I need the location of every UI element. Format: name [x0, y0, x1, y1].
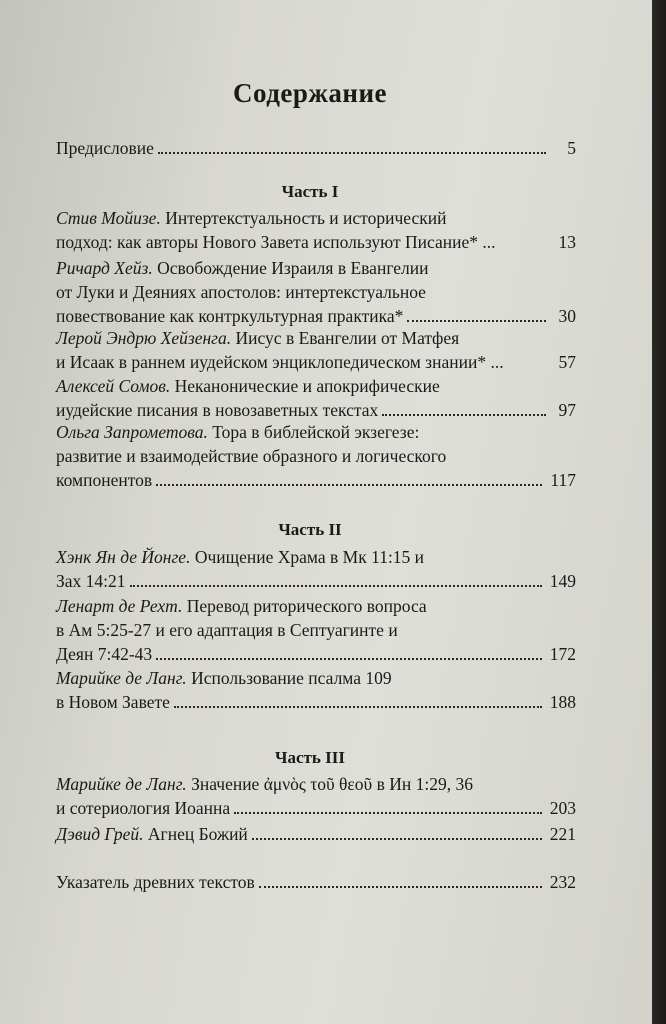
- toc-entry-index: [56, 870, 576, 894]
- entry-title-line: в Новом Завете: [56, 692, 170, 712]
- entry-title-line: подход: как авторы Нового Завета используют Писание* ...: [56, 232, 496, 252]
- toc-entry: [56, 772, 576, 820]
- toc-entry: [56, 256, 576, 328]
- page-number: 117: [550, 470, 576, 490]
- leader-dots: [259, 886, 542, 888]
- entry-author: Ольга Запрометова.: [56, 422, 208, 442]
- entry-text: Предисловие: [56, 138, 154, 158]
- leader-dots: [156, 658, 542, 660]
- toc-entry: [56, 374, 576, 422]
- entry-title-line: Освобождение Израиля в Евангелии: [157, 258, 429, 278]
- entry-title-line: Использование псалма 109: [191, 668, 392, 688]
- toc-entry-preface: [56, 136, 576, 160]
- leader-dots: [252, 838, 542, 840]
- entry-author: Алексей Сомов.: [56, 376, 171, 396]
- entry-author: Лерой Эндрю Хейзенга.: [56, 328, 232, 348]
- page-number: 149: [549, 571, 576, 591]
- entry-title-line: Агнец Божий: [147, 824, 248, 844]
- leader-dots: [234, 812, 542, 814]
- entry-title-line: Значение ἀμνὸς τοῦ θεοῦ в Ин 1:29, 36: [191, 774, 473, 794]
- entry-author: Марийке де Ланг.: [56, 668, 187, 688]
- toc-entry: [56, 326, 576, 374]
- entry-title-line: Зах 14:21: [56, 571, 126, 591]
- leader-dots: [156, 484, 542, 486]
- toc-entry: [56, 206, 576, 254]
- entry-title-line: от Луки и Деяниях апостолов: интертекстуальное: [56, 282, 426, 302]
- entry-title-line: Деян 7:42-43: [56, 644, 153, 664]
- entry-author: Стив Мойизе.: [56, 208, 161, 228]
- entry-title-line: и Исаак в раннем иудейском энциклопедическом знании* ...: [56, 352, 504, 372]
- entry-author: Хэнк Ян де Йонге.: [56, 547, 191, 567]
- toc-entry: [56, 594, 576, 666]
- page-number: 13: [558, 232, 576, 252]
- leader-dots: [158, 152, 546, 154]
- leader-dots: [174, 706, 542, 708]
- entry-title-line: иудейские писания в новозаветных текстах: [56, 400, 379, 420]
- entry-author: Дэвид Грей.: [56, 824, 144, 844]
- page-title: Содержание: [232, 78, 388, 108]
- entry-title-line: Перевод риторического вопроса: [186, 596, 427, 616]
- leader-dots: [407, 320, 546, 322]
- page-number: 5: [567, 138, 576, 158]
- entry-title-line: развитие и взаимодействие образного и логического: [56, 446, 447, 466]
- entry-author: Марийке де Ланг.: [56, 774, 187, 794]
- page-number: 57: [558, 352, 576, 372]
- page-number: 203: [549, 798, 576, 818]
- entry-title-line: в Ам 5:25-27 и его адаптация в Септуагинте и: [56, 620, 398, 640]
- book-spine-edge: [652, 0, 666, 1024]
- page-number: 97: [558, 400, 576, 420]
- toc-entry: [56, 545, 576, 593]
- leader-dots: [382, 414, 546, 416]
- part-heading-2: Часть II: [278, 520, 342, 539]
- page-number: 172: [549, 644, 576, 664]
- leader-dots: [130, 585, 542, 587]
- entry-title-line: Иисус в Евангелии от Матфея: [235, 328, 460, 348]
- part-heading-3: Часть III: [275, 748, 345, 767]
- page-number: 188: [549, 692, 576, 712]
- entry-title-line: компонентов: [56, 470, 153, 490]
- entry-title-line: Тора в библейской экзегезе:: [212, 422, 420, 442]
- entry-author: Ленарт де Рехт.: [56, 596, 183, 616]
- entry-title-line: Очищение Храма в Мк 11:15 и: [194, 547, 425, 567]
- toc-entry: [56, 822, 576, 846]
- entry-title-line: повествование как контркультурная практика*: [56, 306, 404, 326]
- part-heading-1: Часть I: [281, 182, 339, 201]
- entry-title-line: и сотериология Иоанна: [56, 798, 231, 818]
- entry-text: Указатель древних текстов: [56, 872, 255, 892]
- entry-title-line: Неканонические и апокрифические: [174, 376, 440, 396]
- page-number: 221: [549, 824, 576, 844]
- entry-title-line: Интертекстуальность и исторический: [165, 208, 447, 228]
- page-number: 30: [558, 306, 576, 326]
- entry-author: Ричард Хейз.: [56, 258, 153, 278]
- toc-entry: [56, 420, 576, 492]
- toc-entry: [56, 666, 576, 714]
- page-number: 232: [549, 872, 576, 892]
